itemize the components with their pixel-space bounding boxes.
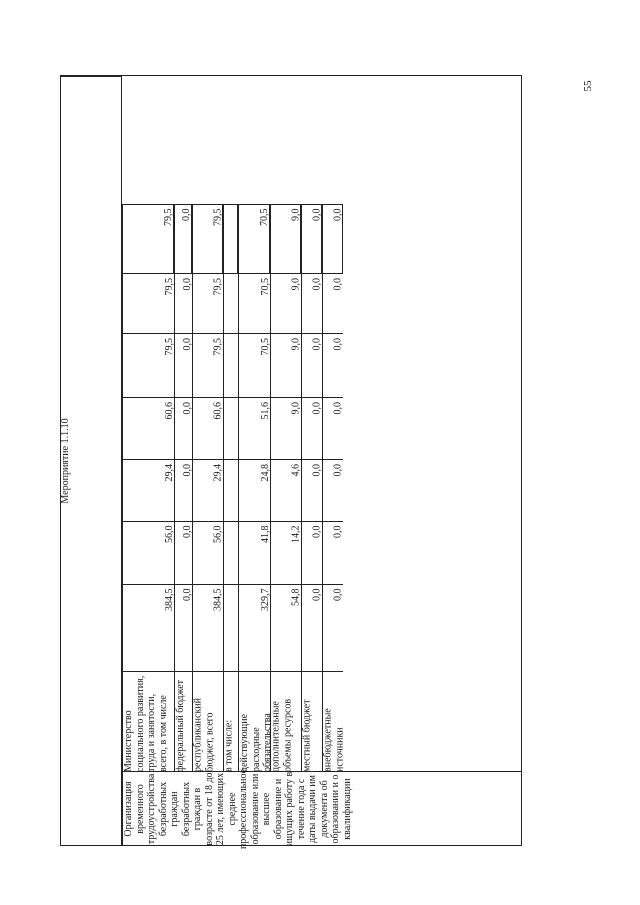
value-cell-5-4-text: 9,0 [290,337,301,350]
value-cell-0-2 [122,459,174,521]
source-cell-3-text: в том числе: [223,719,235,772]
activity-name-cell [122,768,522,849]
value-cell-5-6-text: 9,0 [289,208,301,221]
value-cell-0-2-text: 29,4 [163,463,174,481]
value-cell-4-6 [238,204,270,273]
source-cell-7-text: внебюджетные источники [322,707,345,772]
value-cell-2-1 [192,521,223,584]
value-cell-0-6 [122,204,174,273]
value-cell-1-1 [174,521,192,584]
value-cell-2-0 [192,584,223,671]
value-cell-0-0-text: 384,5 [163,588,174,611]
value-cell-7-6 [322,204,343,273]
value-cell-4-5-text: 70,5 [259,277,270,295]
source-cell-1 [174,671,192,771]
value-cell-4-2-text: 24,8 [259,463,270,481]
value-cell-3-1 [223,521,238,584]
value-cell-4-1-text: 41,8 [259,525,270,543]
value-cell-7-5 [322,273,343,333]
value-cell-5-2-text: 4,6 [290,463,301,476]
source-cell-1-text: федеральный бюджет [174,679,186,772]
value-cell-0-6-text: 79,5 [162,208,174,226]
value-cell-2-2-text: 29,4 [212,463,223,481]
value-cell-4-0 [238,584,270,671]
value-cell-0-1-text: 56,0 [163,525,174,543]
source-cell-5-text: дополнительные объемы ресурсов [270,698,293,772]
value-cell-5-2 [270,459,301,521]
value-cell-1-2 [174,459,192,521]
page-number [580,74,596,98]
value-cell-7-0 [322,584,343,671]
value-cell-6-2 [301,459,322,521]
source-cell-6-text: местный бюджет [301,699,313,772]
value-cell-6-1-text: 0,0 [311,525,322,538]
value-cell-7-6-text: 0,0 [331,208,343,221]
value-cell-7-0-text: 0,0 [332,588,343,601]
value-cell-1-4-text: 0,0 [181,337,192,350]
value-cell-2-5 [192,273,223,333]
value-cell-6-4 [301,333,322,397]
value-cell-5-1-text: 14,2 [290,525,301,543]
value-cell-0-5 [122,273,174,333]
value-cell-4-3 [238,397,270,459]
value-cell-0-0 [122,584,174,671]
value-cell-4-4 [238,333,270,397]
value-cell-3-2 [223,459,238,521]
value-cell-5-4 [270,333,301,397]
value-cell-0-3 [122,397,174,459]
value-cell-6-0 [301,584,322,671]
source-cell-7 [322,671,343,771]
value-cell-5-5 [270,273,301,333]
value-cell-5-3-text: 9,0 [290,401,301,414]
source-cell-6 [301,671,322,771]
value-cell-1-0-text: 0,0 [181,588,192,601]
value-cell-2-5-text: 79,5 [212,277,223,295]
value-cell-7-3 [322,397,343,459]
value-cell-6-6-text: 0,0 [310,208,322,221]
value-cell-2-3-text: 60,6 [212,401,223,419]
value-cell-7-1-text: 0,0 [332,525,343,538]
value-cell-2-6-text: 79,5 [211,208,223,226]
value-cell-6-4-text: 0,0 [311,337,322,350]
value-cell-2-3 [192,397,223,459]
value-cell-7-4 [322,333,343,397]
value-cell-7-3-text: 0,0 [332,401,343,414]
value-cell-3-4 [223,333,238,397]
value-cell-2-6 [192,204,223,273]
value-cell-0-4-text: 79,5 [163,337,174,355]
value-cell-6-0-text: 0,0 [311,588,322,601]
value-cell-4-2 [238,459,270,521]
value-cell-3-3 [223,397,238,459]
value-cell-6-3 [301,397,322,459]
value-cell-6-2-text: 0,0 [311,463,322,476]
value-cell-4-4-text: 70,5 [259,337,270,355]
value-cell-1-2-text: 0,0 [181,463,192,476]
source-cell-2-text: республиканский бюджет, всего [192,697,215,772]
value-cell-5-0 [270,584,301,671]
value-cell-0-3-text: 60,6 [163,401,174,419]
value-cell-3-6 [223,204,238,273]
source-cell-4 [238,671,273,772]
value-cell-5-6 [270,204,301,273]
source-cell-0-text: Министерство социального развития, труда и занятости, всего, в том числе [122,675,168,772]
source-cell-4-text: действующие расходные обязательства [238,712,273,772]
page-number-text: 55 [582,80,594,92]
value-cell-5-0-text: 54,8 [290,588,301,606]
value-cell-7-5-text: 0,0 [332,277,343,290]
value-cell-4-1 [238,521,270,584]
value-cell-1-0 [174,584,192,671]
value-cell-2-4-text: 79,5 [212,337,223,355]
value-cell-3-5 [223,273,238,333]
source-cell-3 [223,671,238,771]
value-cell-0-4 [122,333,174,397]
value-cell-1-4 [174,333,192,397]
value-cell-6-1 [301,521,322,584]
value-cell-4-0-text: 329,7 [259,588,270,611]
value-cell-3-0 [223,584,238,671]
value-cell-1-5-text: 0,0 [181,277,192,290]
value-cell-7-4-text: 0,0 [332,337,343,350]
activity-label-cell [60,76,122,846]
value-cell-6-5-text: 0,0 [311,277,322,290]
value-cell-0-5-text: 79,5 [163,277,174,295]
value-cell-7-1 [322,521,343,584]
activity-name-cell-text: Организация временного трудоустройства безработных граждан безработных граждан в возрасте от 18 до 25 лет, имеющих среднее профессиональное образование или высшее образование и ищущих работу в течение года с даты выдачи им документа об образовании и о квалификации [122,768,352,849]
value-cell-4-3-text: 51,6 [259,401,270,419]
value-cell-7-2-text: 0,0 [332,463,343,476]
value-cell-2-0-text: 384,5 [212,588,223,611]
budget-table [60,75,522,849]
source-cell-0 [122,671,174,771]
value-cell-1-5 [174,273,192,333]
value-cell-4-5 [238,273,270,333]
value-cell-2-2 [192,459,223,521]
activity-label-cell-text: Мероприятие 1.1.10 [60,418,71,504]
value-cell-2-4 [192,333,223,397]
value-cell-7-2 [322,459,343,521]
value-cell-6-5 [301,273,322,333]
value-cell-5-3 [270,397,301,459]
value-cell-1-1-text: 0,0 [181,525,192,538]
value-cell-0-1 [122,521,174,584]
value-cell-6-6 [301,204,322,273]
value-cell-1-3-text: 0,0 [181,401,192,414]
value-cell-1-6 [174,204,192,273]
value-cell-1-3 [174,397,192,459]
value-cell-5-5-text: 9,0 [290,277,301,290]
value-cell-5-1 [270,521,301,584]
value-cell-1-6-text: 0,0 [180,208,192,221]
value-cell-2-1-text: 56,0 [212,525,223,543]
value-cell-6-3-text: 0,0 [311,401,322,414]
source-cell-2 [192,671,223,771]
source-cell-5 [270,671,301,771]
value-cell-4-6-text: 70,5 [258,208,270,226]
